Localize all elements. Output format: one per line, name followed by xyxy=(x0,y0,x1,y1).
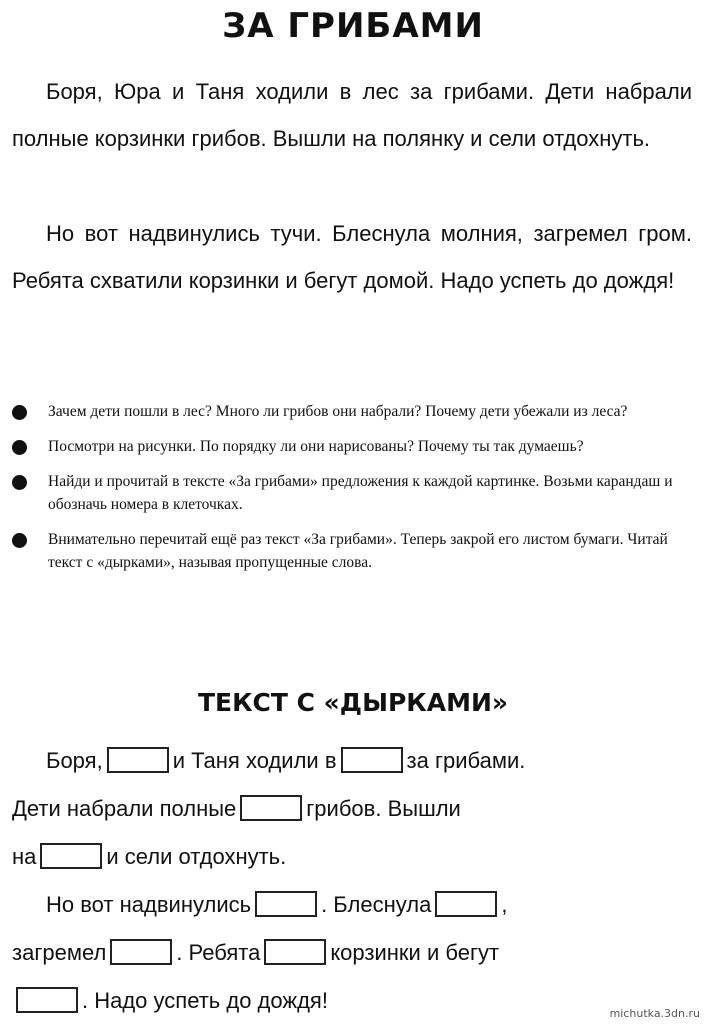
bullet-icon xyxy=(12,405,27,420)
holes-line: Дети набрали полные грибов. Вышли xyxy=(12,796,461,821)
holes-line: загремел . Ребята корзинки и бегут xyxy=(12,940,500,965)
story-paragraph-2: Но вот надвинулись тучи. Блеснула молния, загремел гром. Ребята схватили корзинки и бегут домой. Надо успеть до дождя! xyxy=(12,221,692,293)
blank-box[interactable] xyxy=(264,939,326,965)
holes-line: Боря, и Таня ходили в за грибами. xyxy=(46,748,526,773)
holes-section-title: ТЕКСТ С «ДЫРКАМИ» xyxy=(197,688,509,717)
holes-line: . Надо успеть до дождя! xyxy=(12,977,692,1025)
blank-box[interactable] xyxy=(107,747,169,773)
bullet-icon xyxy=(12,475,27,490)
question-item: Найди и прочитай в тексте «За грибами» предложения к каждой картинке. Возьми карандаш и обозначь номера в клеточках. xyxy=(12,470,692,516)
holes-line: Но вот надвинулись . Блеснула , xyxy=(46,892,508,917)
blank-box[interactable] xyxy=(110,939,172,965)
blank-box[interactable] xyxy=(40,843,102,869)
blank-box[interactable] xyxy=(16,987,78,1013)
blank-box[interactable] xyxy=(341,747,403,773)
question-item: Внимательно перечитай ещё раз текст «За грибами». Теперь закрой его листом бумаги. Читай текст с «дырками», называя пропущенные слова. xyxy=(12,528,692,574)
watermark: michutka.3dn.ru xyxy=(609,1007,700,1020)
blank-box[interactable] xyxy=(435,891,497,917)
bullet-icon xyxy=(12,533,27,548)
holes-line: на и сели отдохнуть. xyxy=(12,844,287,869)
question-item: Посмотри на рисунки. По порядку ли они нарисованы? Почему ты так думаешь? xyxy=(12,435,692,458)
holes-text xyxy=(12,737,692,1025)
blank-box[interactable] xyxy=(255,891,317,917)
bullet-icon xyxy=(12,440,27,455)
questions-list xyxy=(12,400,692,586)
blank-box[interactable] xyxy=(240,795,302,821)
question-item: Зачем дети пошли в лес? Много ли грибов они набрали? Почему дети убежали из леса? xyxy=(12,400,692,423)
page-title: ЗА ГРИБАМИ xyxy=(222,6,484,46)
story-paragraph-1: Боря, Юра и Таня ходили в лес за грибами. Дети набрали полные корзинки грибов. Вышли на полянку и сели отдохнуть. xyxy=(12,79,692,151)
